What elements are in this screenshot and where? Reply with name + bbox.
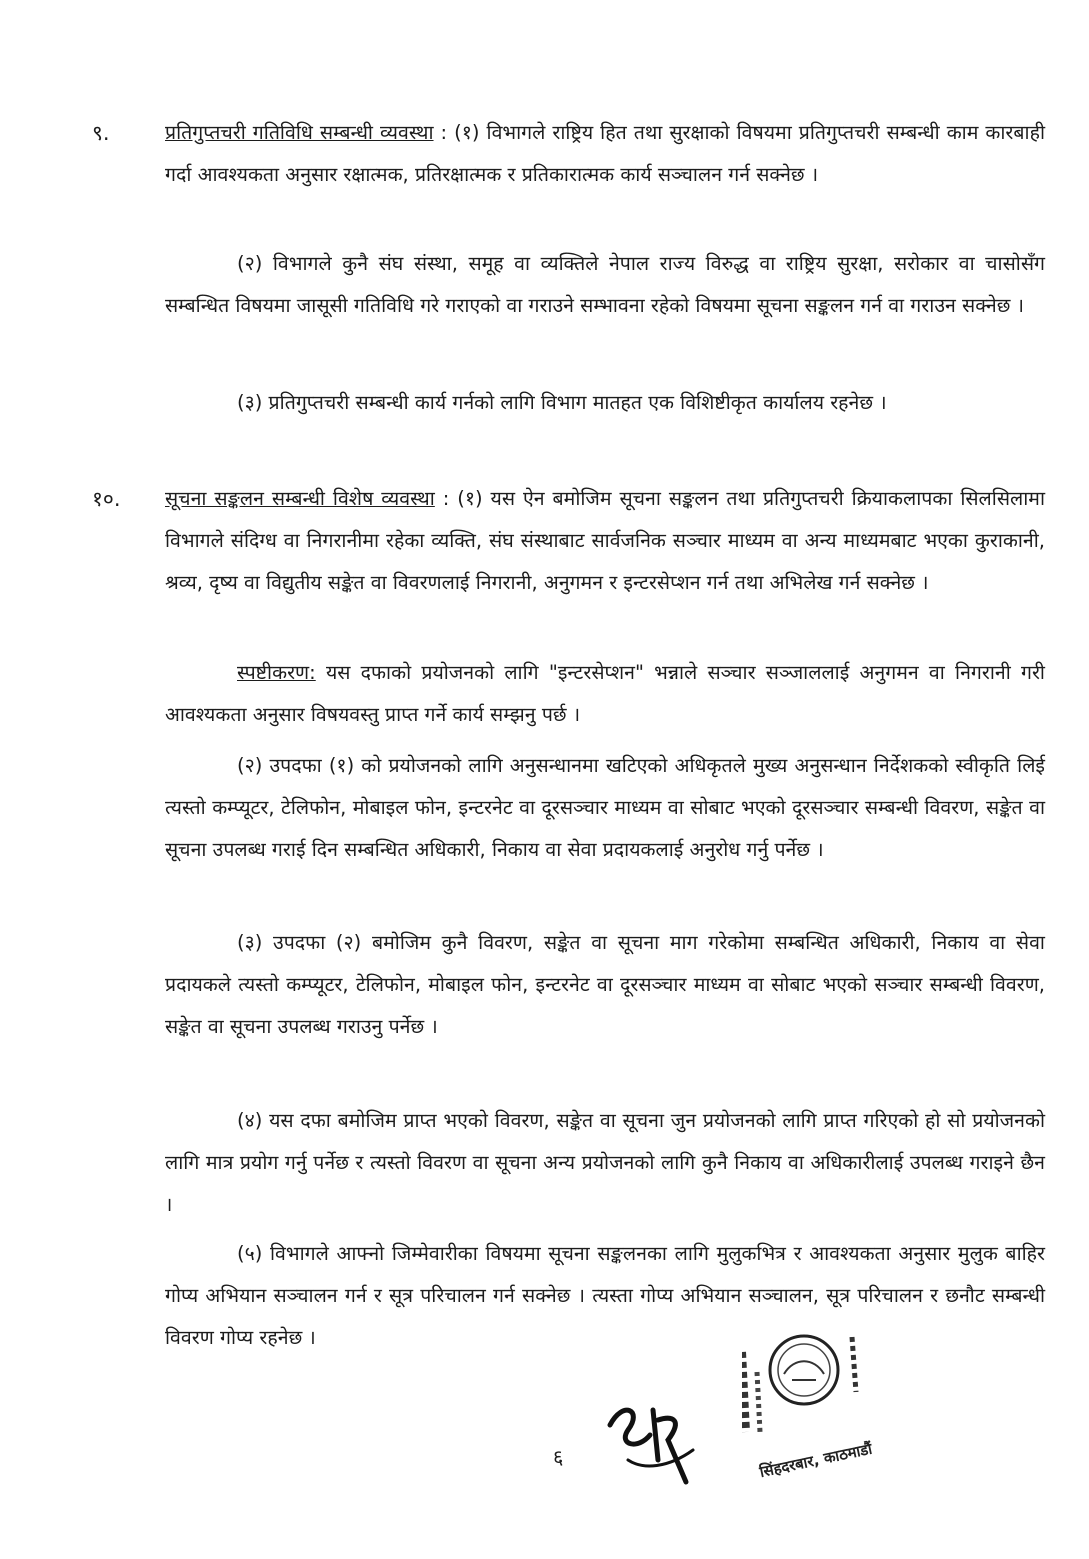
section-10-para-3: (३) उपदफा (२) बमोजिम कुनै विवरण, सङ्केत वा सूचना माग गरेकोमा सम्बन्धित अधिकारी, निकाय वा सेवा प्रदायकले त्यस्तो कम्प्यूटर, टेलिफोन, मोबाइल फोन, इन्टरनेट वा दूरसञ्चार माध्यम वा सोबाट भएको सञ्चार सम्बन्धी विवरण, सङ्केत वा सूचना उपलब्ध गराउनु पर्नेछ । xyxy=(165,931,1045,1038)
section-10-para-4: (४) यस दफा बमोजिम प्राप्त भएको विवरण, सङ्केत वा सूचना जुन प्रयोजनको लागि प्राप्त गरिएको हो सो प्रयोजनको लागि मात्र प्रयोग गर्नु पर्नेछ र त्यस्तो विवरण वा सूचना अन्य प्रयोजनको लागि कुनै निकाय वा अधिकारीलाई उपलब्ध गराइने छैन । xyxy=(165,1109,1045,1216)
section-9-para-3: (३) प्रतिगुप्तचरी सम्बन्धी कार्य गर्नको लागि विभाग मातहत एक विशिष्टीकृत कार्यालय रहनेछ । xyxy=(237,391,887,414)
section-10-para-1: सूचना सङ्कलन सम्बन्धी विशेष व्यवस्था : (१) यस ऐन बमोजिम सूचना सङ्कलन तथा प्रतिगुप्तचरी क्रियाकलापका सिलसिलामा विभागले संदिग्ध वा निगरानीमा रहेका व्यक्ति, संघ संस्थाबाट सार्वजनिक सञ्चार माध्यम वा अन्य माध्यमबाट भएका कुराकानी, श्रव्य, दृष्य वा विद्युतीय सङ्केत वा विवरणलाई निगरानी, अनुगमन र इन्टरसेप्शन गर्न तथा अभिलेख गर्न सक्नेछ । xyxy=(165,487,1045,594)
section-9-sub-1: (१) विभागले राष्ट्रिय हित तथा सुरक्षाको विषयमा प्रतिगुप्तचरी सम्बन्धी काम कारबाही गर्दा आवश्यकता अनुसार रक्षात्मक, प्रतिरक्षात्मक र प्रतिकारात्मक कार्य सञ्चालन गर्न सक्नेछ । xyxy=(165,121,1045,186)
explanation-text: यस दफाको प्रयोजनको लागि "इन्टरसेप्शन" भन्नाले सञ्चार सञ्जाललाई अनुगमन वा निगरानी गरी आवश्यकता अनुसार विषयवस्तु प्राप्त गर्ने कार्य सम्झनु पर्छ । xyxy=(165,661,1045,726)
seal-text: सिंहदरबार, काठमाडौं xyxy=(757,1439,874,1482)
section-10-para-2: (२) उपदफा (१) को प्रयोजनको लागि अनुसन्धानमा खटिएको अधिकृतले मुख्य अनुसन्धान निर्देशकको स्वीकृति लिई त्यस्तो कम्प्यूटर, टेलिफोन, मोबाइल फोन, इन्टरनेट वा दूरसञ्चार माध्यम वा सोबाट भएको दूरसञ्चार सम्बन्धी विवरण, सङ्केत वा सूचना उपलब्ध गराई दिन सम्बन्धित अधिकारी, निकाय वा सेवा प्रदायकलाई अनुरोध गर्नु पर्नेछ । xyxy=(165,754,1045,861)
signature xyxy=(598,1390,708,1490)
section-10-heading: सूचना सङ्कलन सम्बन्धी विशेष व्यवस्था xyxy=(165,487,435,510)
section-9-heading: प्रतिगुप्तचरी गतिविधि सम्बन्धी व्यवस्था xyxy=(165,121,434,144)
official-seal xyxy=(742,1332,902,1482)
section-10-number: १०. xyxy=(92,487,121,511)
explanation-label: स्पष्टीकरण: xyxy=(237,661,316,684)
section-9-para-2: (२) विभागले कुनै संघ संस्था, समूह वा व्यक्तिले नेपाल राज्य विरुद्ध वा राष्ट्रिय सुरक्षा, सरोकार वा चासोसँग सम्बन्धित विषयमा जासूसी गतिविधि गरे गराएको वा गराउने सम्भावना रहेको विषयमा सूचना सङ्कलन गर्न वा गराउन सक्नेछ । xyxy=(165,252,1045,317)
section-10-para-5: (५) विभागले आफ्नो जिम्मेवारीका विषयमा सूचना सङ्कलनका लागि मुलुकभित्र र आवश्यकता अनुसार मुलुक बाहिर गोप्य अभियान सञ्चालन गर्न र सूत्र परिचालन गर्न सक्नेछ । त्यस्ता गोप्य अभियान सञ्चालन, सूत्र परिचालन र छनौट सम्बन्धी विवरण गोप्य रहनेछ । xyxy=(165,1242,1045,1349)
section-10-sub-1: (१) यस ऐन बमोजिम सूचना सङ्कलन तथा प्रतिगुप्तचरी क्रियाकलापका सिलसिलामा विभागले संदिग्ध वा निगरानीमा रहेका व्यक्ति, संघ संस्थाबाट सार्वजनिक सञ्चार माध्यम वा अन्य माध्यमबाट भएका कुराकानी, श्रव्य, दृष्य वा विद्युतीय सङ्केत वा विवरणलाई निगरानी, अनुगमन र इन्टरसेप्शन गर्न तथा अभिलेख गर्न सक्नेछ । xyxy=(165,487,1045,594)
section-10-explanation xyxy=(165,652,1045,736)
page-number: ६ xyxy=(553,1445,564,1469)
section-9-para-1: प्रतिगुप्तचरी गतिविधि सम्बन्धी व्यवस्था : (१) विभागले राष्ट्रिय हित तथा सुरक्षाको विषयमा प्रतिगुप्तचरी सम्बन्धी काम कारबाही गर्दा आवश्यकता अनुसार रक्षात्मक, प्रतिरक्षात्मक र प्रतिकारात्मक कार्य सञ्चालन गर्न सक्नेछ । xyxy=(165,121,1045,186)
section-9-number: ९. xyxy=(92,121,110,145)
